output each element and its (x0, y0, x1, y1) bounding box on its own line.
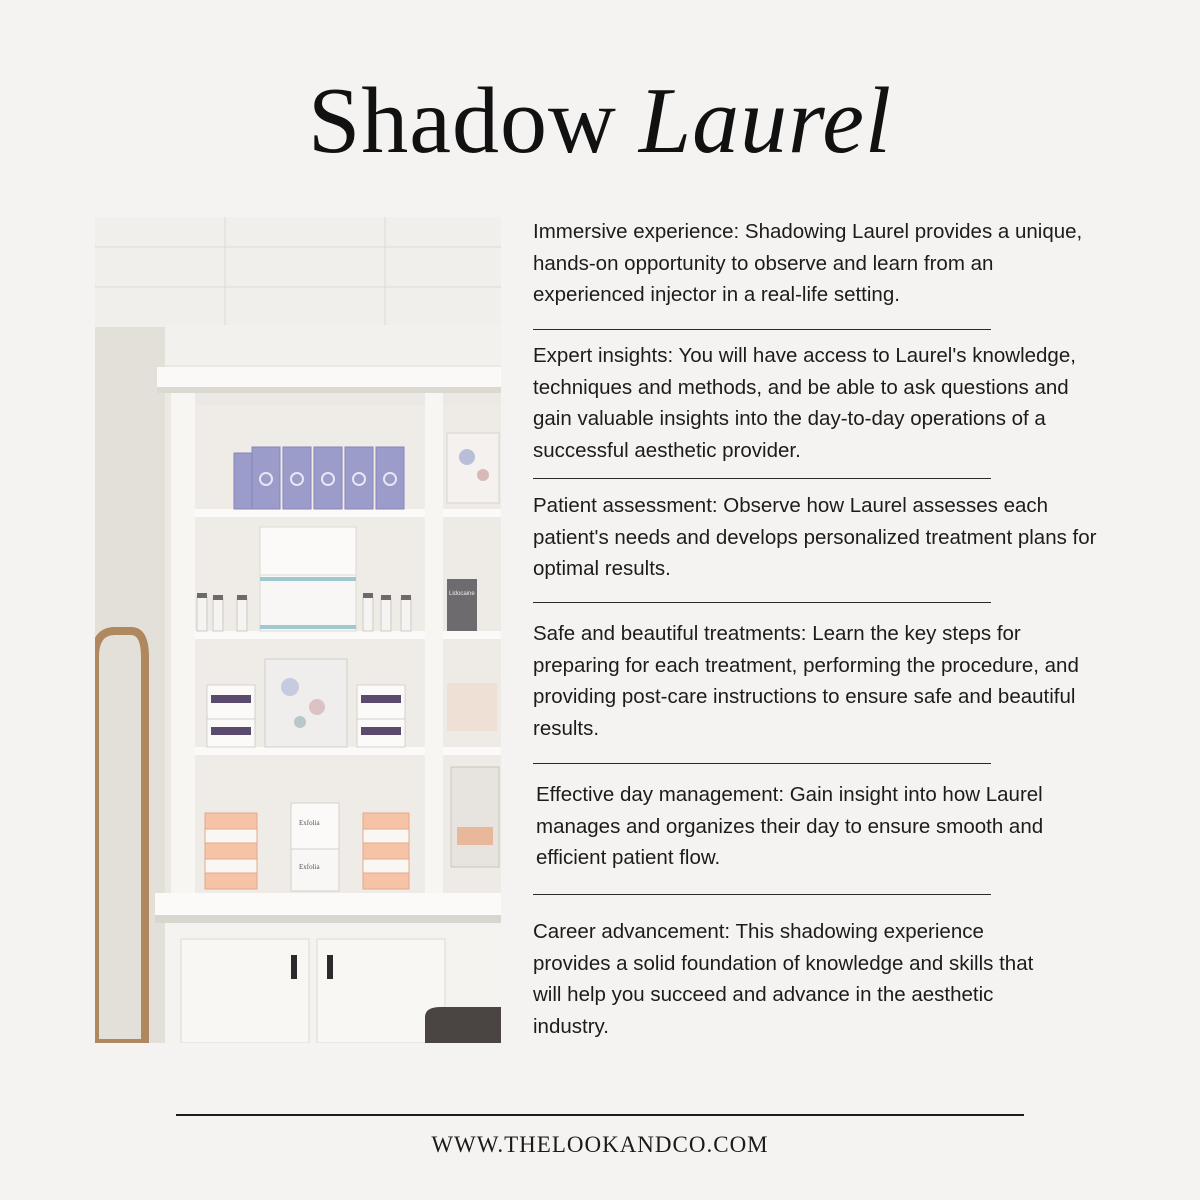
website-url[interactable]: WWW.THELOOKANDCO.COM (431, 1132, 769, 1157)
product-label-exfolia-2: Exfolia (299, 863, 320, 871)
divider (533, 763, 991, 764)
benefit-career-advancement: Career advancement: This shadowing experience provides a solid foundation of knowledge and skills that will help you succeed and advance in the aesthetic industry. (533, 920, 1034, 1038)
divider (533, 894, 991, 895)
divider (533, 602, 991, 603)
page-title (0, 66, 1200, 176)
footer-divider (176, 1114, 1024, 1116)
divider (533, 329, 991, 330)
product-label-small: Lidocaine (449, 591, 475, 597)
benefit-expert-insights: Expert insights: You will have access to Laurel's knowledge, techniques and methods, and be able to ask questions and gain valuable insights into the day-to-day operations of a successful aesthetic provider. (533, 344, 1076, 462)
benefit-safe-treatments: Safe and beautiful treatments: Learn the key steps for preparing for each treatment, performing the procedure, and providing post-care instructions to ensure safe and beautiful results. (533, 622, 1079, 740)
shelf-photo (95, 217, 501, 1043)
benefit-immersive-experience: Immersive experience: Shadowing Laurel provides a unique, hands-on opportunity to observe and learn from an experienced injector in a real-life setting. (533, 220, 1083, 306)
title-word-laurel: Laurel (638, 69, 893, 173)
benefit-patient-assessment: Patient assessment: Observe how Laurel assesses each patient's needs and develops personalized treatment plans for optimal results. (533, 494, 1097, 580)
title-word-shadow: Shadow (307, 69, 617, 173)
benefit-day-management: Effective day management: Gain insight into how Laurel manages and organizes their day to ensure smooth and efficient patient flow. (536, 783, 1044, 869)
product-label-exfolia-1: Exfolia (299, 819, 320, 827)
divider (533, 478, 991, 479)
